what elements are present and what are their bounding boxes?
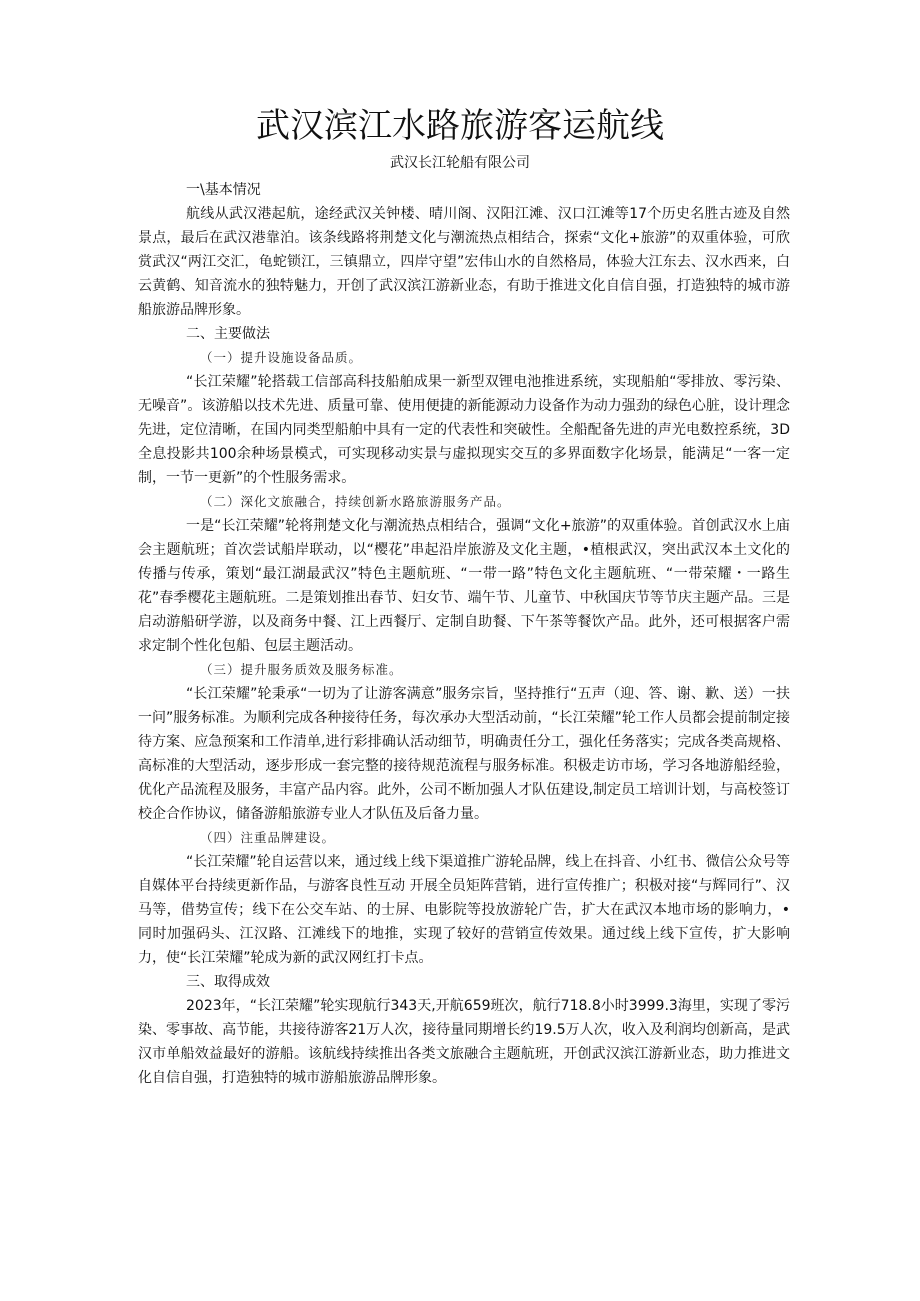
section-heading-results: 三、取得成效 bbox=[186, 974, 270, 990]
subsection-heading-brand: （四）注重品牌建设。 bbox=[200, 830, 336, 845]
document-body bbox=[138, 178, 790, 1090]
paragraph-facilities: “长江荣耀”轮搭载工信部高科技船舶成果一新型双锂电池推进系统，实现船舶“零排放、零污染、无噪音”。该游船以技术先进、质量可靠、使用便捷的新能源动力设备作为动力强劲的绿色心脏，设计理念先进，定位清晰，在国内同类型船舶中具有一定的代表性和突破性。全船配备先进的声光电数控系统，3D全息投影共100余种场景模式，可实现移动实景与虚拟现实交互的多界面数字化场景，能满足“一客一定制，一节一更新”的个性服务需求。 bbox=[138, 374, 790, 486]
paragraph-service: “长江荣耀”轮秉承“一切为了让游客满意”服务宗旨，坚持推行“五声（迎、答、谢、歉、送）一扶一问”服务标准。为顺利完成各种接待任务，每次承办大型活动前，“长江荣耀”轮工作人员都会提前制定接待方案、应急预案和工作清单,进行彩排确认活动细节，明确责任分工，强化任务落实；完成各类高规格、高标准的大型活动，逐步形成一套完整的接待规范流程与服务标准。积极走访市场，学习各地游船经验，优化产品流程及服务，丰富产品内容。此外，公司不断加强人才队伍建设,制定员工培训计划，与高校签订校企合作协议，储备游船旅游专业人才队伍及后备力量。 bbox=[138, 686, 790, 822]
section-heading-basic-info: 一\基本情况 bbox=[186, 182, 261, 198]
paragraph-brand: “长江荣耀”轮自运营以来，通过线上线下渠道推广游轮品牌，线上在抖音、小红书、微信公众号等自媒体平台持续更新作品，与游客良性互动 开展全员矩阵营销，进行宣传推广；积极对接“与辉同行”、汉马等，借势宣传；线下在公交车站、的士屏、电影院等投放游轮广告，扩大在武汉本地市场的影响力，•同时加强码头、江汉路、江滩线下的地推，实现了较好的营销宣传效果。通过线上线下宣传，扩大影响力，使“长江荣耀”轮成为新的武汉网红打卡点。 bbox=[138, 854, 790, 966]
paragraph-culture-tourism: 一是“长江荣耀”轮将荆楚文化与潮流热点相结合，强调“文化+旅游”的双重体验。首创武汉水上庙会主题航班；首次尝试船岸联动，以“樱花”串起沿岸旅游及文化主题，•植根武汉，突出武汉本土文化的传播与传承，策划“最江湖最武汉”特色主题航班、“一带一路”特色文化主题航班、“一带荣耀・一路生花”春季樱花主题航班。二是策划推出春节、妇女节、端午节、儿童节、中秋国庆节等节庆主题产品。三是启动游船研学游，以及商务中餐、江上西餐厅、定制自助餐、下午茶等餐饮产品。此外，还可根据客户需求定制个性化包船、包层主题活动。 bbox=[138, 518, 790, 654]
document-title: 武汉滨江水路旅游客运航线 bbox=[256, 106, 664, 146]
paragraph-results: 2023年，“长江荣耀”轮实现航行343天,开航659班次，航行718.8小时3999.3海里，实现了零污染、零事故、高节能，共接待游客21万人次，接待量同期增长约19.5万人次，收入及利润均创新高，是武汉市单船效益最好的游船。该航线持续推出各类文旅融合主题航班，开创武汉滨江游新业态，助力推进文化自信自强，打造独特的城市游船旅游品牌形象。 bbox=[138, 998, 790, 1086]
subsection-heading-culture-tourism: （二）深化文旅融合，持续创新水路旅游服务产品。 bbox=[200, 494, 511, 509]
subsection-heading-service: （三）提升服务质效及服务标准。 bbox=[200, 662, 403, 677]
paragraph-basic-info: 航线从武汉港起航，途经武汉关钟楼、晴川阁、汉阳江滩、汉口江滩等17个历史名胜古迹及自然景点，最后在武汉港靠泊。该条线路将荆楚文化与潮流热点相结合，探索“文化+旅游”的双重体验，可欣赏武汉“两江交汇，龟蛇锁江，三镇鼎立，四岸守望”宏伟山水的自然格局，体验大江东去、汉水西来，白云黄鹤、知音流水的独特魅力，开创了武汉滨江游新业态，有助于推进文化自信自强，打造独特的城市游船旅游品牌形象。 bbox=[138, 206, 790, 318]
subsection-heading-facilities: （一）提升设施设备品质。 bbox=[200, 350, 363, 365]
company-name: 武汉长江轮船有限公司 bbox=[390, 155, 530, 171]
section-heading-main-practices: 二、主要做法 bbox=[186, 326, 270, 342]
